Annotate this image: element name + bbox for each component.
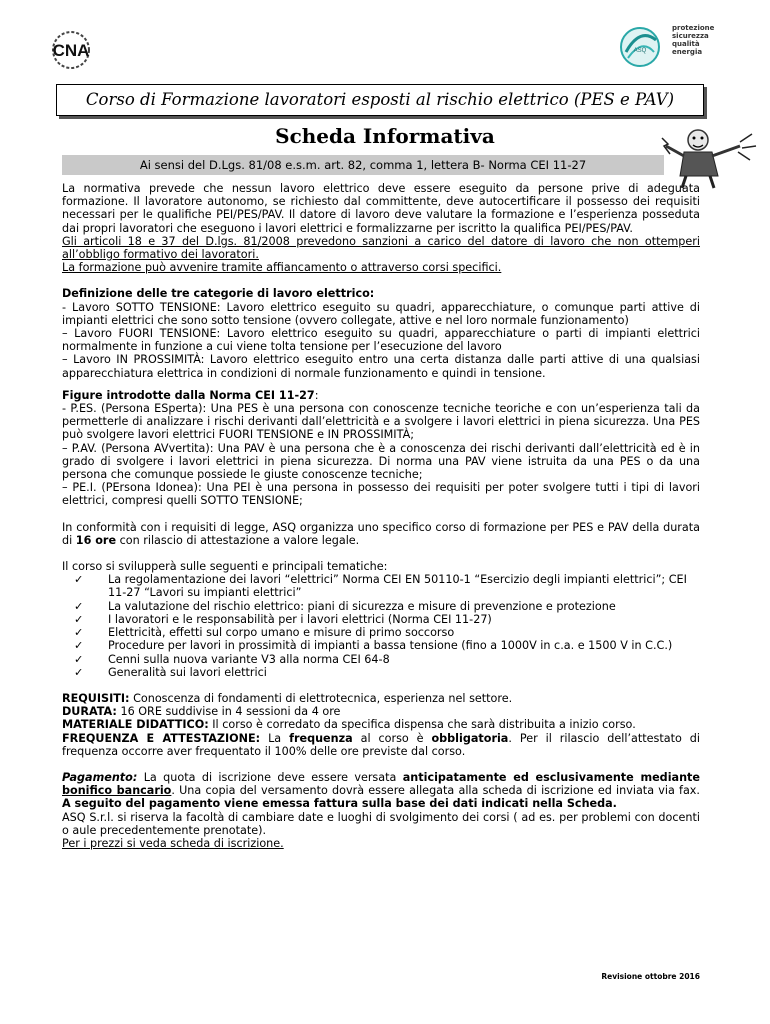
intro-paragraph: La normativa prevede che nessun lavoro elettrico deve essere eseguito da persone prive di adeguata formazione. Il lavoratore autonomo, se richiesto dal committente, deve autocertificare il possesso dei requisiti necessari per le qualifiche PEI/PES/PAV. Il datore di lavoro deve valutare la formazione e l’esperienza posseduta dai propri lavoratori che eseguono i lavori elettrici e formalizzarne per iscritto la qualifica PEI/PES/PAV. <box>62 182 700 235</box>
topic-text: I lavoratori e le responsabilità per i lavori elettrici (Norma CEI 11-27) <box>108 612 492 626</box>
check-icon: ✓ <box>74 612 84 626</box>
figure-item: - P.ES. (Persona ESperta): Una PES è una persona con conoscenze tecniche teoriche e con un’esperienza tali da permetterle di analizzare i rischi derivanti dall’elettricità e a svolgere i lavori elettrici in piena sicurezza. Una PES può svolgere lavori elettrici FUORI TENSIONE e IN PROSSIMITÀ; <box>62 402 700 442</box>
asq-tagline-2: sicurezza <box>672 32 709 40</box>
durata-value: 16 ORE suddivise in 4 sessioni da 4 ore <box>116 705 341 719</box>
frequenza-bold-1: frequenza <box>289 731 353 745</box>
cna-logo-text: CNA <box>52 41 90 60</box>
definition-item: - Lavoro SOTTO TENSIONE: Lavoro elettrico eseguito su quadri, apparecchiature, o comunque parti attive di impianti elettrici che sono sotto tensione (ovvero collegate, attive e nel loro normale funzionamento) <box>62 300 700 327</box>
topic-text: Cenni sulla nuova variante V3 alla norma CEI 64-8 <box>108 652 390 666</box>
revision-footer: Revisione ottobre 2016 <box>601 972 700 981</box>
prices-link[interactable]: Per i prezzi si veda scheda di iscrizione. <box>62 836 284 850</box>
figures-heading <box>62 389 700 402</box>
figures-title: Figure introdotte dalla Norma CEI 11-27 <box>62 388 315 402</box>
asq-tagline-3: qualità <box>672 40 700 48</box>
topics-intro: Il corso si svilupperà sulle seguenti e principali tematiche: <box>62 560 388 574</box>
figure-item: – PE.I. (PErsona Idonea): Una PEI è una persona in possesso dei requisiti per poter svolgere tutti i tipi di lavori elettrici, compresi quelli SOTTO TENSIONE; <box>62 481 700 508</box>
document-body <box>62 182 700 850</box>
check-icon: ✓ <box>74 639 84 653</box>
list-item <box>74 652 700 666</box>
figure-item: – P.AV. (Persona AVvertita): Una PAV è una persona che è a conoscenza dei rischi derivanti dall’elettricità ed è in grado di svolgere i lavori elettrici in piena sicurezza. Di norma una PAV viene istruita da una PES o da una persona che comunque possiede le giuste conoscenze tecniche; <box>62 441 700 482</box>
payment-bold-2: A seguito del pagamento viene emessa fattura sulla base dei dati indicati nella Scheda. <box>62 797 617 811</box>
course-title-box <box>56 84 704 116</box>
page-title: Scheda Informativa <box>275 124 495 148</box>
legal-reference-bar: Ai sensi del D.Lgs. 81/08 e.s.m. art. 82, comma 1, lettera B- Norma CEI 11-27 <box>62 155 664 175</box>
conformity-duration: 16 ore <box>75 533 117 547</box>
topic-text: Elettricità, effetti sul corpo umano e misure di primo soccorso <box>108 626 455 640</box>
check-icon: ✓ <box>74 665 84 679</box>
cna-logo <box>48 30 94 70</box>
conformity-text-1: In conformità con i requisiti di legge, ASQ organizza uno specifico corso di formazione per PES e PAV della durata di <box>62 520 700 547</box>
requisiti-value: Conoscenza di fondamenti di elettrotecnica, esperienza nel settore. <box>129 691 513 705</box>
frequenza-bold-2: obbligatoria <box>431 731 509 745</box>
topic-text: La valutazione del rischio elettrico: piani di sicurezza e misure di prevenzione e protezione <box>108 599 616 613</box>
topics-list <box>62 573 700 679</box>
training-paragraph: La formazione può avvenire tramite affiancamento o attraverso corsi specifici. <box>62 261 502 275</box>
payment-text-1: La quota di iscrizione deve essere versata <box>137 770 403 784</box>
list-item <box>74 612 700 626</box>
requisiti-line <box>62 692 700 705</box>
sanctions-paragraph: Gli articoli 18 e 37 del D.lgs. 81/2008 prevedono sanzioni a carico del datore di lavoro che non ottemperi all’obbligo formativo dei lavoratori. <box>62 234 700 262</box>
durata-line <box>62 705 700 718</box>
frequenza-line <box>62 732 700 758</box>
check-icon: ✓ <box>74 599 84 613</box>
check-icon: ✓ <box>74 573 84 587</box>
definition-item: – Lavoro IN PROSSIMITÀ: Lavoro elettrico eseguito entro una certa distanza dalle parti attive di una qualsiasi apparecchiatura elettrica in condizioni di normale funzionamento e quindi in tensione. <box>62 353 700 380</box>
electrician-illustration <box>656 116 760 190</box>
asq-tagline <box>672 24 714 56</box>
payment-bonifico: bonifico bancario <box>62 784 172 798</box>
course-title: Corso di Formazione lavoratori esposti al rischio elettrico (PES e PAV) <box>85 90 675 109</box>
frequenza-text-2: al corso è <box>352 731 432 745</box>
list-item <box>74 639 700 653</box>
asq-tagline-4: energia <box>672 48 703 56</box>
frequenza-label: FREQUENZA E ATTESTAZIONE: <box>62 731 261 745</box>
definitions-title: Definizione delle tre categorie di lavoro elettrico: <box>62 287 375 301</box>
materiale-label: MATERIALE DIDATTICO: <box>62 718 209 732</box>
conformity-paragraph <box>62 521 700 547</box>
definition-item: – Lavoro FUORI TENSIONE: Lavoro elettrico eseguito su quadri, apparecchiature o parti di impianti elettrici normalmente in funzione a cui viene tolta tensione per l’esecuzione del lavoro <box>62 327 700 354</box>
payment-bold-1: anticipatamente ed esclusivamente mediante <box>402 770 700 784</box>
durata-label: DURATA: <box>62 705 117 719</box>
materiale-line <box>62 718 700 731</box>
list-item <box>74 573 700 600</box>
requisiti-label: REQUISITI: <box>62 691 130 705</box>
check-icon: ✓ <box>74 652 84 666</box>
check-icon: ✓ <box>74 626 84 640</box>
frequenza-text-3: . Per il rilascio dell’attestato di frequenza occorre aver frequentato il 100% delle ore previste dal corso. <box>62 731 700 758</box>
topic-text: Procedure per lavori in prossimità di impianti a bassa tensione (fino a 1000V in c.a. e 1500 V in C.C.) <box>108 639 673 653</box>
frequenza-text-1: La <box>260 731 290 745</box>
asq-disclaimer: ASQ S.r.l. si riserva la facoltà di cambiare date e luoghi di svolgimento dei corsi ( ad es. per problemi con docenti o aule precedentemente prenotate). <box>62 810 700 837</box>
topic-text: La regolamentazione dei lavori “elettrici” Norma CEI EN 50110-1 “Esercizio degli impianti elettrici”; CEI 11-27 “Lavori su impianti elettrici” <box>108 573 687 600</box>
asq-tagline-1: protezione <box>672 24 715 32</box>
payment-paragraph <box>62 771 700 811</box>
list-item <box>74 599 700 613</box>
list-item <box>74 665 700 679</box>
payment-label: Pagamento: <box>62 770 138 784</box>
figures-title-suffix: : <box>314 388 319 402</box>
asq-logo-text: ASQ <box>633 48 647 54</box>
topic-text: Generalità sui lavori elettrici <box>108 665 267 679</box>
list-item <box>74 626 700 640</box>
payment-text-2: . Una copia del versamento dovrà essere allegata alla scheda di iscrizione ed inviata via fax. <box>171 784 700 798</box>
conformity-text-2: con rilascio di attestazione a valore legale. <box>116 533 360 547</box>
materiale-value: Il corso è corredato da specifica dispensa che sarà distribuita a inizio corso. <box>208 718 636 732</box>
